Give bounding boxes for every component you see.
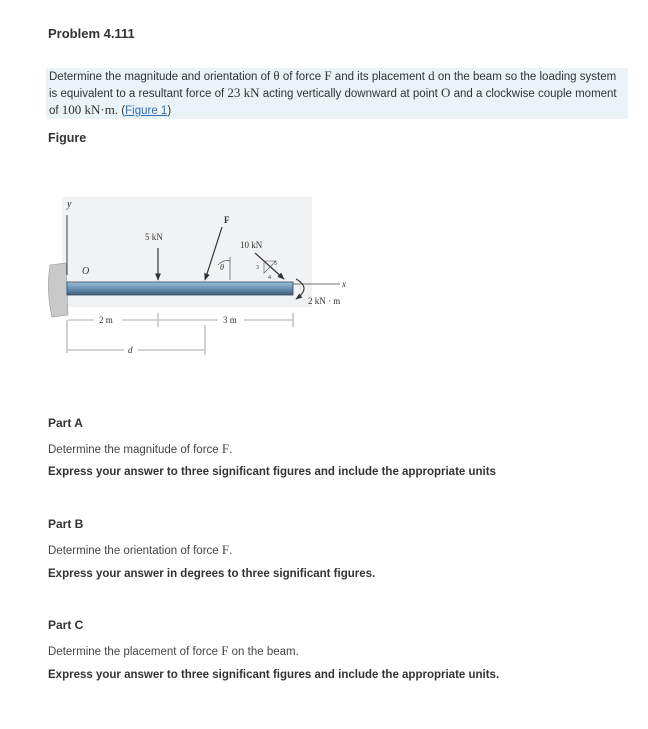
- couple-moment: 100 kN·m: [61, 102, 115, 117]
- slope-label-3: 3: [256, 265, 259, 271]
- force-symbol: F: [221, 643, 229, 658]
- statement-text: . (: [114, 105, 126, 117]
- load-10kn-label: 10 kN: [240, 240, 263, 250]
- figure-link[interactable]: Figure 1: [125, 105, 168, 117]
- problem-title: Problem 4.111: [48, 26, 135, 41]
- part-a-question: [48, 441, 232, 457]
- part-b-instruction: Express your answer in degrees to three significant figures.: [48, 568, 376, 580]
- dimension-d-label: d: [128, 345, 133, 355]
- wall-support: [48, 263, 68, 317]
- force-symbol: F: [324, 68, 332, 83]
- question-text: on the beam.: [228, 646, 299, 658]
- question-text: .: [229, 545, 233, 557]
- beam: [67, 282, 293, 295]
- x-axis-label: x: [342, 279, 346, 289]
- part-b-heading: Part B: [48, 517, 84, 531]
- statement-text: ): [167, 105, 172, 117]
- problem-statement: [46, 68, 628, 119]
- force-symbol: F: [221, 542, 230, 557]
- statement-text: of force: [279, 71, 325, 83]
- dimension-2m-label: 2 m: [99, 315, 113, 325]
- figure-label: Figure: [48, 131, 87, 145]
- part-b-question: [48, 542, 232, 558]
- point-symbol: O: [441, 85, 451, 100]
- load-5kn-label: 5 kN: [145, 232, 163, 242]
- slope-label-4: 4: [268, 275, 271, 281]
- question-text: Determine the orientation of force: [48, 545, 222, 557]
- force-symbol: F: [221, 441, 230, 456]
- force-f-label: F: [224, 215, 230, 225]
- origin-label: O: [82, 266, 90, 277]
- statement-text: Determine the magnitude and orientation of: [49, 71, 274, 83]
- question-text: Determine the placement of force: [48, 646, 222, 658]
- statement-text: on the beam so the loading system is equivalent to a resultant force of: [49, 71, 617, 100]
- part-c-question: [48, 643, 299, 659]
- part-a-instruction: Express your answer to three significant figures and include the appropriate units: [48, 466, 496, 478]
- dimension-3m-label: 3 m: [223, 315, 237, 325]
- slope-label-5: 5: [274, 261, 277, 267]
- beam-diagram: [40, 195, 370, 365]
- statement-text: and its placement: [331, 71, 429, 83]
- placement-symbol: d: [428, 68, 435, 83]
- part-c-heading: Part C: [48, 618, 84, 632]
- resultant-force: 23 kN: [227, 85, 260, 100]
- couple-moment-label: 2 kN · m: [308, 296, 341, 306]
- question-text: Determine the magnitude of force: [48, 444, 222, 456]
- question-text: .: [229, 444, 233, 456]
- part-c-instruction: Express your answer to three significant figures and include the appropriate units.: [48, 669, 500, 681]
- theta-symbol: θ: [273, 68, 280, 83]
- y-axis-label: y: [67, 199, 72, 210]
- theta-label: θ: [220, 263, 224, 272]
- statement-text: and a clockwise couple moment of: [49, 88, 617, 117]
- statement-text: acting vertically downward at point: [259, 88, 442, 100]
- part-a-heading: Part A: [48, 416, 83, 430]
